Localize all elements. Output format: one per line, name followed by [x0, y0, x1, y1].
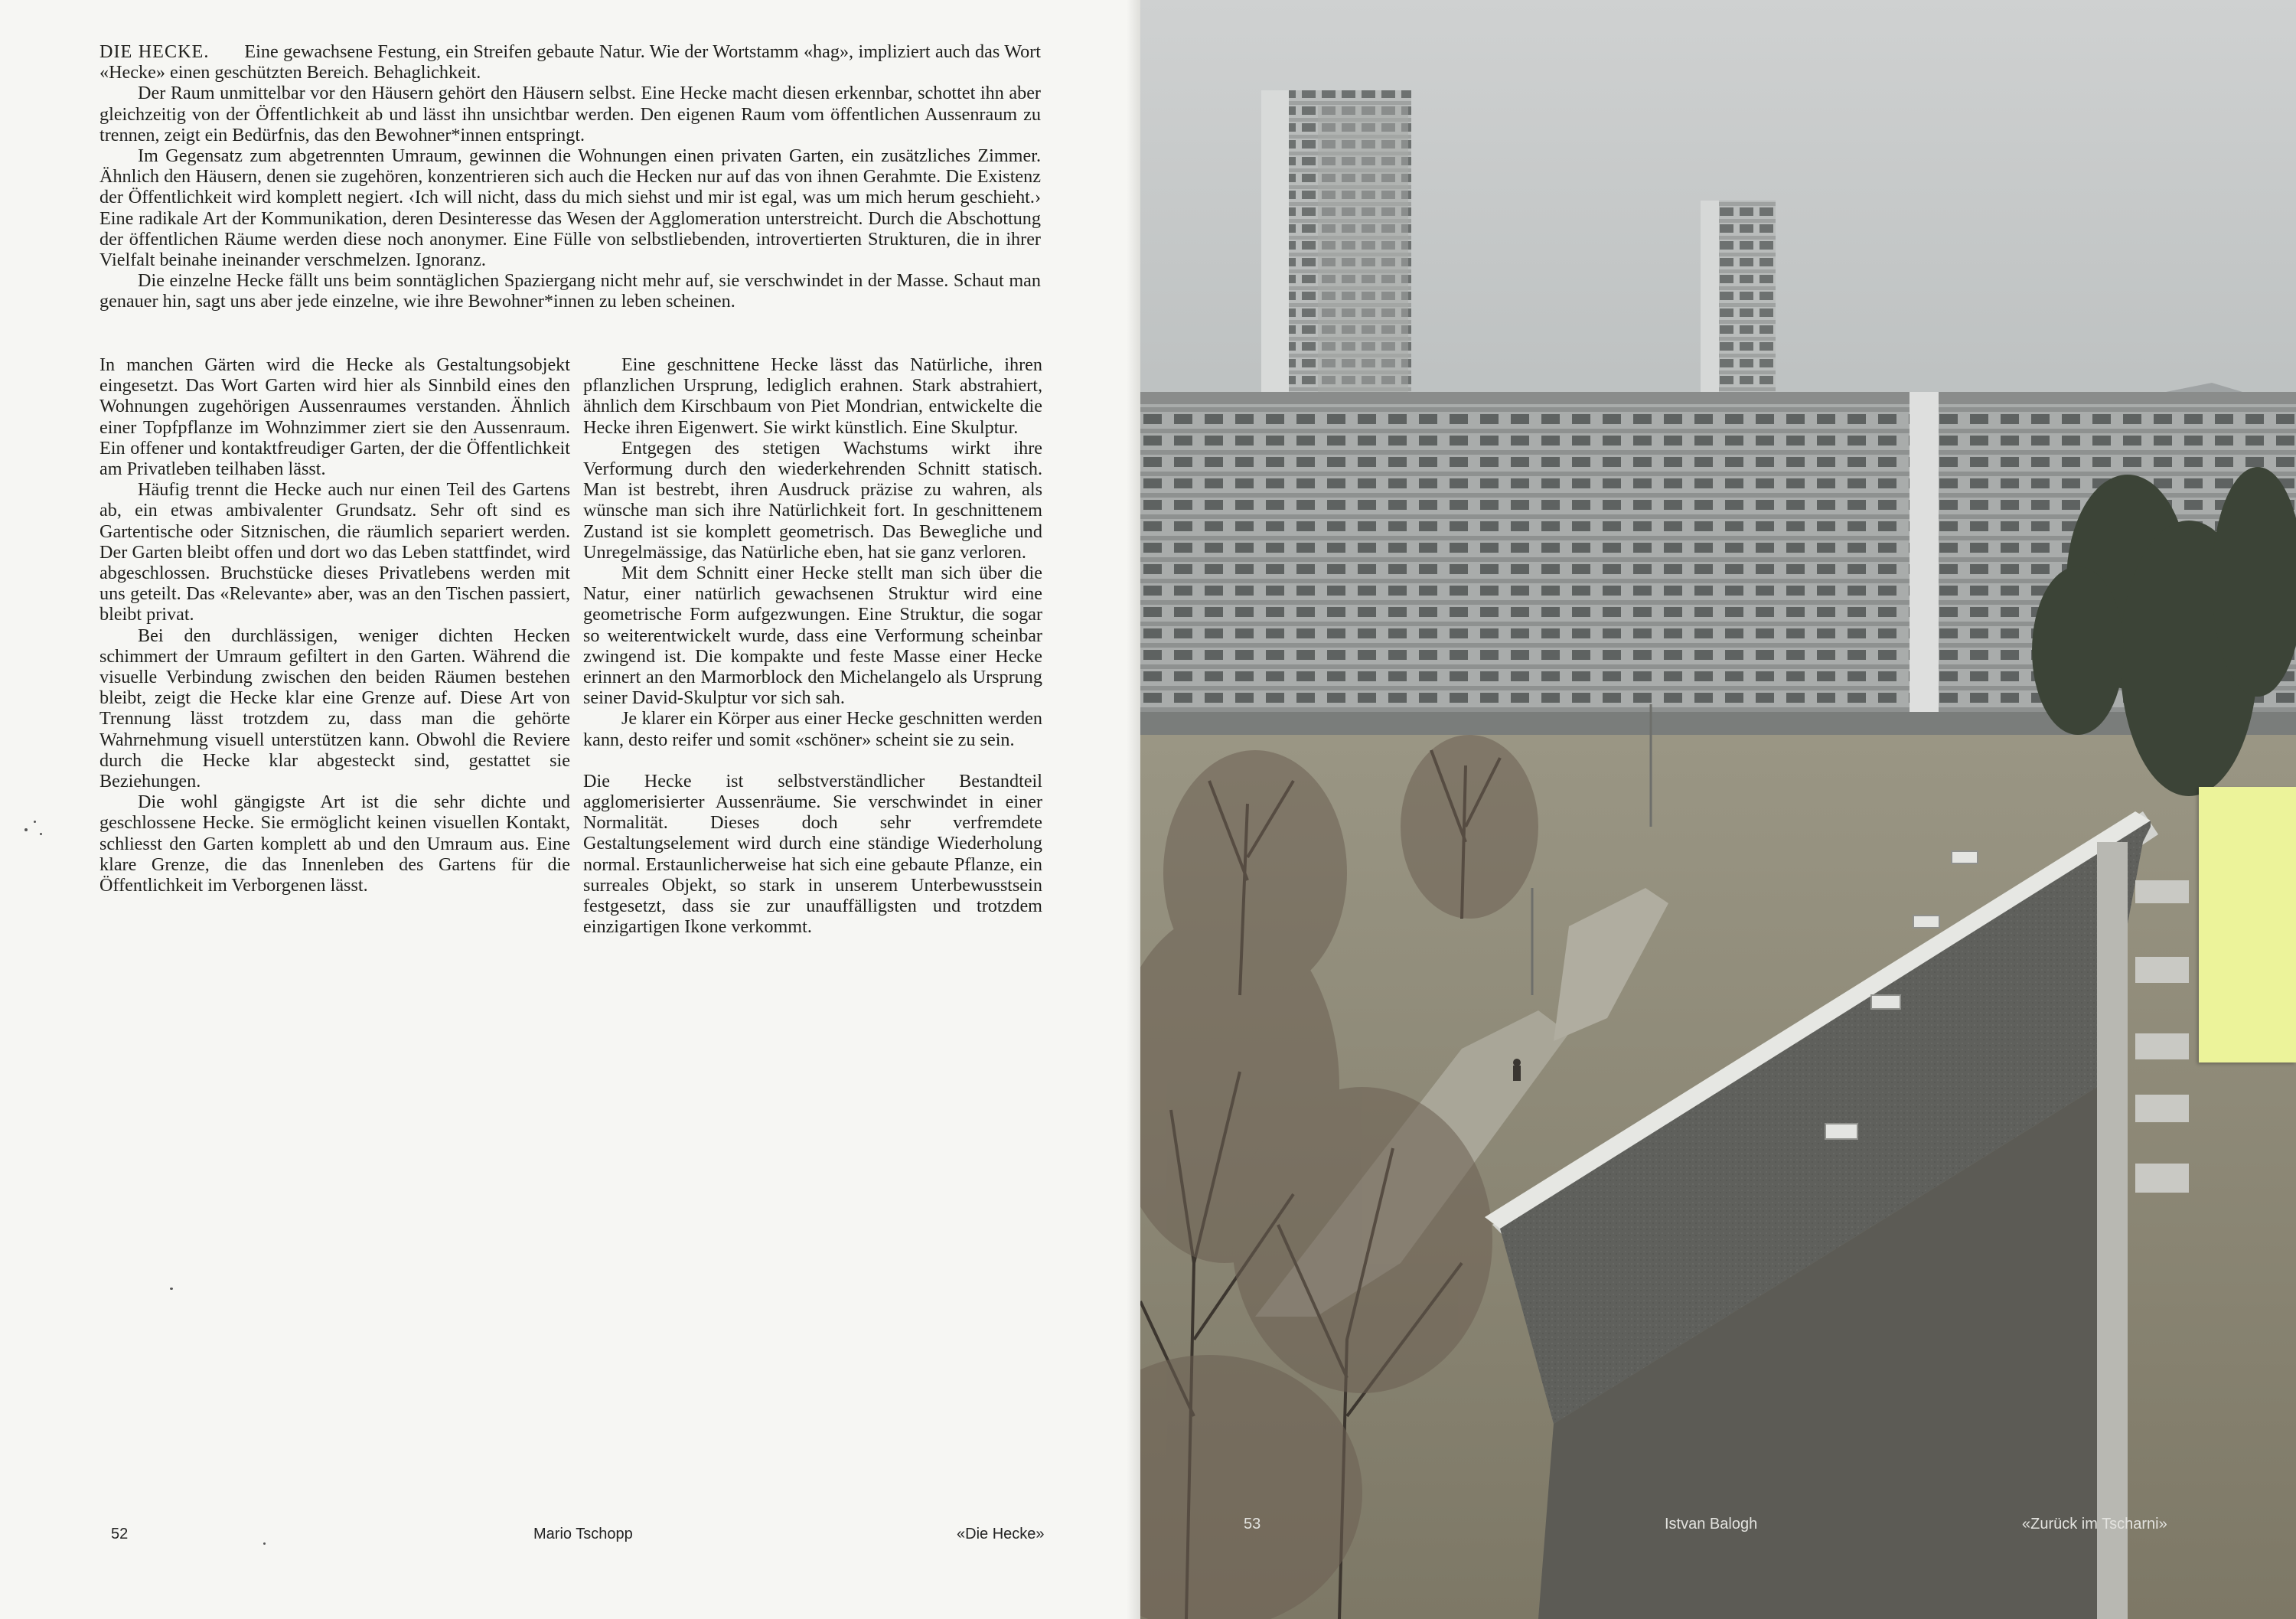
column-b-paragraph-5: Die Hecke ist selbstverständlicher Bestandteil agglomerisierter Aussenräume. Sie verschwindet in einer Normalität. Dieses doch sehr verfremdete Gestaltungselement wird durch eine ständige Wiederholung normal. Erstaunlicherweise hat sich eine gebaute Pflanze, ein surreales Objekt, so stark in unserem Unterbewusstsein festgesetzt, dass sie zur unauffälligsten und trotzdem einzigartigen Ikone verkommt. [583, 770, 1042, 938]
column-b-paragraph-4: Je klarer ein Körper aus einer Hecke geschnitten werden kann, desto reifer und somit «schöner» scheint sie zu sein. [583, 708, 1042, 750]
dust-speck [34, 821, 36, 823]
page-number: 52 [111, 1526, 129, 1542]
column-a-paragraph-1: In manchen Gärten wird die Hecke als Gestaltungsobjekt eingesetzt. Das Wort Garten wird hier als Sinnbild eines den Wohnungen zugehörigen Aussenraumes verstanden. Ähnlich einer Topfpflanze im Wohnzimmer ziert sie den Aussenraum. Ein offener und kontaktfreudiger Garten, der die Öffentlichkeit am Privatleben teilhaben lässt. [99, 354, 570, 480]
running-title: «Die Hecke» [957, 1526, 1045, 1542]
column-b-paragraph-3: Mit dem Schnitt einer Hecke stellt man sich über die Natur, einer natürlich gewachsenen Struktur wird eine geometrische Form aufgezwungen. Eine Struktur, die sogar so weiterentwickelt wurde, dass eine Verformung scheinbar zwingend ist. Die kompakte und feste Masse einer Hecke erinnert an den Marmorblock den Michelangelo als Ursprung seiner David-Skulptur vor sich sah. [583, 563, 1042, 709]
dust-speck [40, 833, 42, 835]
section-heading: DIE HECKE. [99, 41, 210, 62]
column-a-paragraph-4: Die wohl gängigste Art ist die sehr dichte und geschlossene Hecke. Sie ermöglicht keinen visuellen Kontakt, schliesst den Garten komplett ab und den Umraum aus. Eine klare Grenze, die das Innenleben des Gartens für die Öffentlichkeit im Verborgenen lässt. [99, 792, 570, 896]
lead-text [99, 41, 1041, 312]
left-column [99, 354, 570, 896]
author-name: Mario Tschopp [533, 1526, 633, 1542]
sticky-note [2199, 787, 2296, 1062]
lead-paragraph-2: Der Raum unmittelbar vor den Häusern gehört den Häusern selbst. Eine Hecke macht diesen erkennbar, schottet ihn aber gleichzeitig von der Öffentlichkeit ab und lässt ihn unsichtbar werden. Den eigenen Raum vom öffentlichen Aussenraum zu trennen, zeigt ein Bedürfnis, das den Bewohner*innen entspringt. [99, 83, 1041, 145]
page-number: 53 [1244, 1516, 1261, 1533]
dust-speck [263, 1542, 266, 1545]
column-a-paragraph-2: Häufig trennt die Hecke auch nur einen Teil des Gartens ab, ein etwas ambivalenter Grundsatz. Sehr oft sind es Gartentische oder Sitznischen, die räumlich separiert werden. Der Garten bleibt offen und dort wo das Leben stattfindet, wird abgeschlossen. Bruchstücke dieses Privatlebens werden mit uns geteilt. Das «Relevante» aber, was an den Tischen passiert, bleibt privat. [99, 479, 570, 625]
running-title: «Zurück im Tscharni» [2022, 1516, 2167, 1533]
photographer-name: Istvan Balogh [1665, 1516, 1758, 1533]
column-b-paragraph-2: Entgegen des stetigen Wachstums wirkt ihre Verformung durch den wiederkehrenden Schnitt statisch. Man ist bestrebt, ihren Ausdruck präzise zu wahren, als wünsche man sich ihre Natürlichkeit fort. In geschnittenem Zustand ist sie komplett geometrisch. Das Bewegliche und Unregelmässige, das Natürliche eben, hat sie ganz verloren. [583, 437, 1042, 563]
column-b-paragraph-1: Eine geschnittene Hecke lässt das Natürliche, ihren pflanzlichen Ursprung, lediglich erahnen. Stark abstrahiert, ähnlich dem Kirschbaum von Piet Mondrian, entwickelte die Hecke ihren Eigenwert. Sie wirkt künstlich. Eine Skulptur. [583, 354, 1042, 438]
right-page [1140, 0, 2296, 1619]
left-page [0, 0, 1140, 1619]
lead-paragraph-4: Die einzelne Hecke fällt uns beim sonntäglichen Spaziergang nicht mehr auf, sie verschwindet in der Masse. Schaut man genauer hin, sagt uns aber jede einzelne, wie ihre Bewohner*innen zu leben scheinen. [99, 270, 1041, 312]
lead-paragraph-1: DIE HECKE. Eine gewachsene Festung, ein Streifen gebaute Natur. Wie der Wortstamm «hag», impliziert auch das Wort «Hecke» einen geschützten Bereich. Behaglichkeit. [99, 41, 1041, 83]
dust-speck [24, 828, 28, 831]
right-column [583, 354, 1042, 937]
column-a-paragraph-3: Bei den durchlässigen, weniger dichten Hecken schimmert der Umraum gefiltert in den Garten. Während die visuelle Verbindung zwischen den beiden Räumen bestehen bleibt, zeigt die Hecke klar eine Grenze auf. Diese Art von Trennung lässt trotzdem zu, dass man die gehörte Wahrnehmung visuell unterstützen kann. Obwohl die Reviere durch die Hecke klar abgesteckt sind, gestattet sie Beziehungen. [99, 625, 570, 792]
housing-estate-photo [1140, 0, 2296, 1619]
dust-speck [170, 1288, 173, 1290]
lead-paragraph-3: Im Gegensatz zum abgetrennten Umraum, gewinnen die Wohnungen einen privaten Garten, ein zusätzliches Zimmer. Ähnlich den Häusern, denen sie zugehören, konzentrieren sich auch die Hecken nur auf das von ihnen Gerahmte. Die Existenz der Öffentlichkeit wird komplett negiert. ‹Ich will nicht, dass du mich siehst und mir ist egal, was um mich herum geschieht.› Eine radikale Art der Kommunikation, deren Desinteresse das Wesen der Agglomeration unterstreicht. Durch die Abschottung der öffentlichen Räume werden diese noch anonymer. Eine Fülle von selbstliebenden, introvertierten Strukturen, die in ihrer Vielfalt beinahe ineinander verschmelzen. Ignoranz. [99, 145, 1041, 271]
